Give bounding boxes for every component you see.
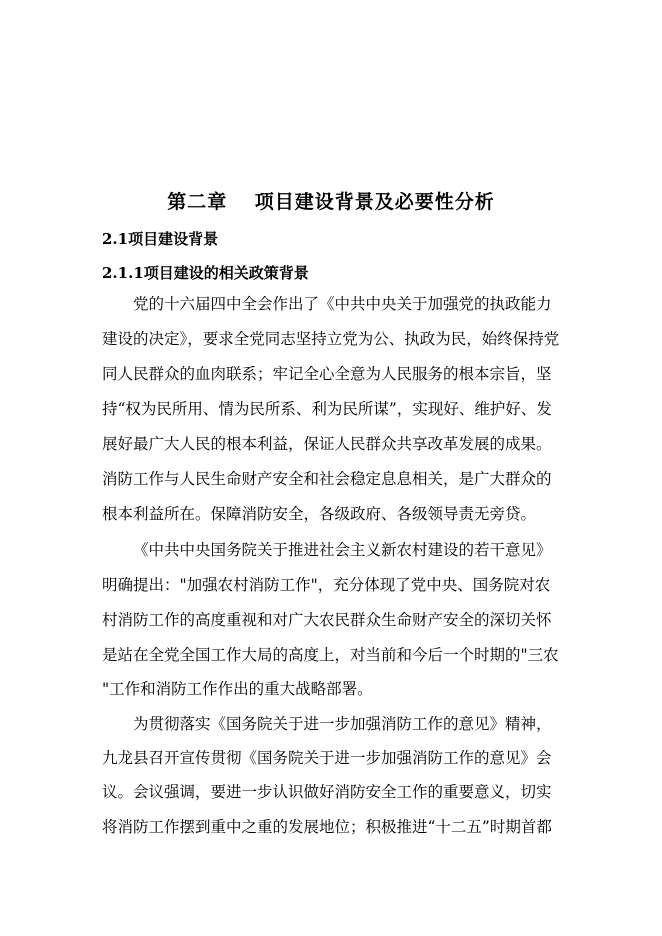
paragraph-line: 明确提出："加强农村消防工作"，充分体现了党中央、国务院对农 (102, 576, 551, 594)
paragraph-line: "工作和消防工作作出的重大战略部署。 (102, 680, 373, 698)
section-heading-2-1: 2.1项目建设背景 (102, 230, 219, 248)
paragraph-line: 是站在全党全国工作大局的高度上，对当前和今后一个时期的"三农 (102, 646, 559, 664)
paragraph-line: 消防工作与人民生命财产安全和社会稳定息息相关，是广大群众的 (102, 470, 552, 488)
paragraph-line: 党的十六届四中全会作出了《中共中央关于加强党的执政能力 (133, 295, 552, 313)
paragraph-line: 《中共中央国务院关于推进社会主义新农村建设的若干意见》 (133, 541, 552, 559)
paragraph-line: 村消防工作的高度重视和对广大农民群众生命财产安全的深切关怀 (102, 611, 552, 629)
paragraph-line: 展好最广大人民的根本利益，保证人民群众共享改革发展的成果。 (102, 435, 552, 453)
section-heading-2-1-1: 2.1.1项目建设的相关政策背景 (102, 264, 309, 282)
paragraph-line: 为贯彻落实《国务院关于进一步加强消防工作的意见》精神， (133, 715, 552, 733)
chapter-title: 第二章 项目建设背景及必要性分析 (167, 191, 495, 213)
paragraph-line: 同人民群众的血肉联系；牢记全心全意为人民服务的根本宗旨，坚 (102, 365, 552, 383)
paragraph-line: 九龙县召开宣传贯彻《国务院关于进一步加强消防工作的意见》会 (102, 749, 552, 767)
paragraph-line: 持“权为民所用、情为民所系、利为民所谋”，实现好、维护好、发 (102, 400, 552, 418)
paragraph-line: 建设的决定》，要求全党同志坚持立党为公、执政为民，始终保持党 (102, 330, 560, 348)
paragraph-line: 将消防工作摆到重中之重的发展地位；积极推进“十二五”时期首都 (102, 818, 552, 836)
paragraph-line: 根本利益所在。保障消防安全，各级政府、各级领导责无旁贷。 (102, 505, 537, 523)
paragraph-line: 议。会议强调，要进一步认识做好消防安全工作的重要意义，切实 (102, 783, 552, 801)
